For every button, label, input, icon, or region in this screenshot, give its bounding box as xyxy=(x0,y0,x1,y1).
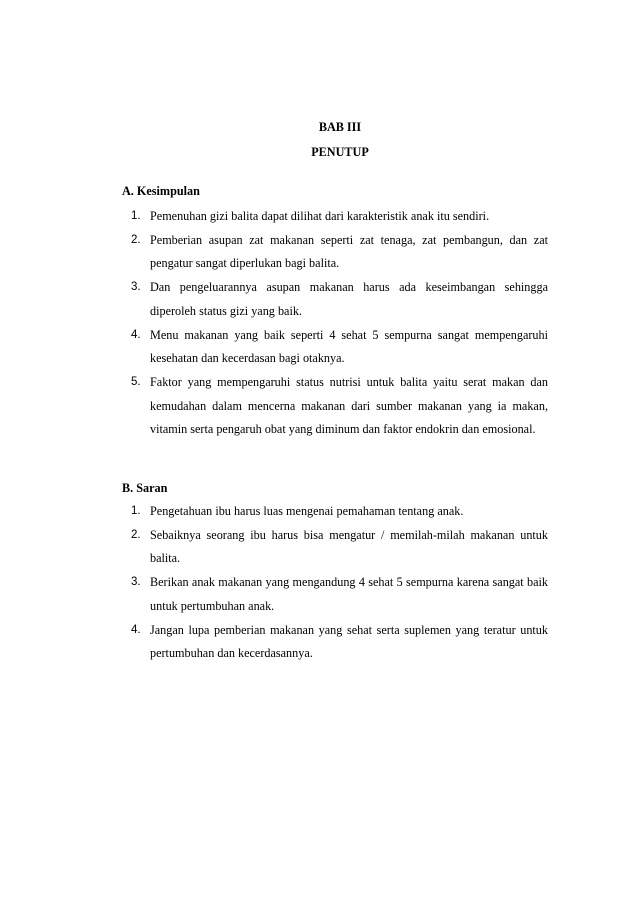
section-heading-saran: B. Saran xyxy=(122,481,168,495)
section-heading-kesimpulan: A. Kesimpulan xyxy=(122,184,200,198)
list-item-text: Menu makanan yang baik seperti 4 sehat 5 sempurna sangat mempengaruhi kesehatan dan kecerdasan bagi otaknya. xyxy=(150,327,548,366)
list-number: 2. xyxy=(131,528,141,541)
list-number: 5. xyxy=(131,375,141,388)
list-item xyxy=(131,371,548,442)
kesimpulan-list xyxy=(131,205,548,442)
chapter-label: BAB III xyxy=(318,120,362,134)
list-item-text: Pemenuhan gizi balita dapat dilihat dari karakteristik anak itu sendiri. xyxy=(150,209,490,223)
chapter-title: PENUTUP xyxy=(311,145,369,159)
list-number: 1. xyxy=(131,505,141,517)
list-item-text: Dan pengeluarannya asupan makanan harus ada keseimbangan sehingga diperoleh status gizi yang baik. xyxy=(150,280,548,318)
list-number: 2. xyxy=(131,233,141,246)
list-item xyxy=(131,524,548,571)
list-item xyxy=(131,276,548,323)
list-item-text: Pengetahuan ibu harus luas mengenai pemahaman tentang anak. xyxy=(150,504,464,518)
list-item xyxy=(131,500,548,524)
list-item xyxy=(131,229,548,276)
list-item xyxy=(131,205,548,229)
list-number: 3. xyxy=(131,281,141,294)
list-number: 4. xyxy=(131,623,141,636)
list-item xyxy=(131,571,548,618)
list-item-text: Pemberian asupan zat makanan seperti zat tenaga, zat pembangun, dan zat pengatur sangat diperlukan bagi balita. xyxy=(150,232,548,271)
list-number: 3. xyxy=(131,576,141,589)
list-number: 4. xyxy=(131,328,141,341)
list-item-text: Jangan lupa pemberian makanan yang sehat serta suplemen yang teratur untuk pertumbuhan dan kecerdasannya. xyxy=(150,622,548,661)
list-item-text: Berikan anak makanan yang mengandung 4 sehat 5 sempurna karena sangat baik untuk pertumbuhan anak. xyxy=(150,575,548,613)
list-number: 1. xyxy=(131,210,141,222)
list-item-text: Faktor yang mempengaruhi status nutrisi untuk balita yaitu serat makan dan kemudahan dalam mencerna makanan dari sumber makanan yang ia makan, vitamin serta pengaruh obat yang diminum dan faktor endokrin dan emosional. xyxy=(150,374,548,437)
list-item xyxy=(131,324,548,371)
list-item-text: Sebaiknya seorang ibu harus bisa mengatur / memilah-milah makanan untuk balita. xyxy=(150,527,548,566)
list-item xyxy=(131,619,548,666)
saran-list xyxy=(131,500,548,666)
